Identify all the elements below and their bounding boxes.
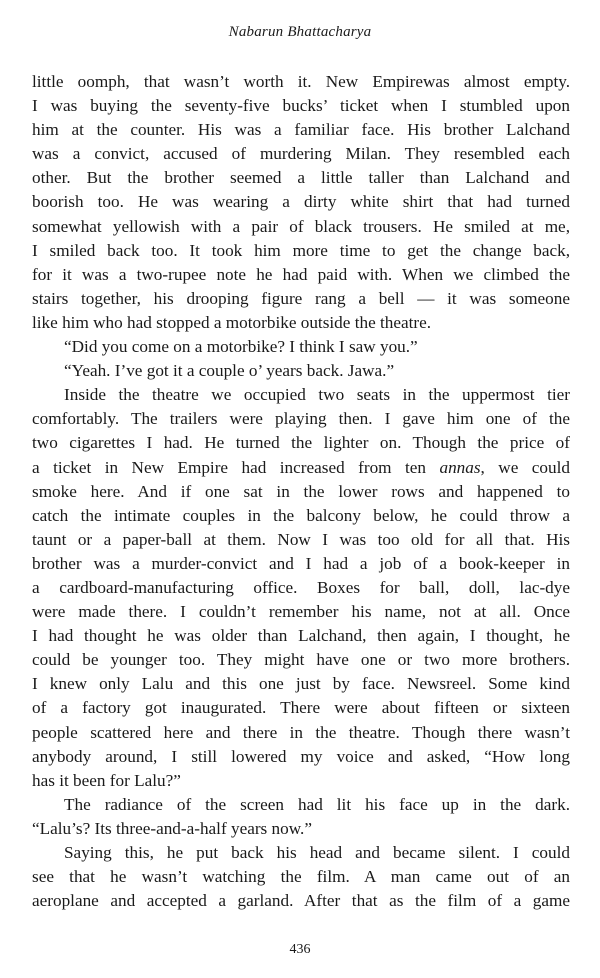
- body-text: [32, 70, 570, 913]
- text-run: , we could: [480, 457, 570, 477]
- text-line: comfortably. The trailers were playing then. I gave him one of the: [32, 409, 570, 429]
- text-line: other. But the brother seemed a little taller than Lalchand and: [32, 168, 570, 188]
- text-line: could be younger too. They might have one or two more brothers.: [32, 650, 570, 670]
- text-line: a cardboard-manufacturing office. Boxes for ball, doll, lac-dye: [32, 577, 570, 597]
- text-line: boorish too. He was wearing a dirty white shirt that had turned: [32, 192, 570, 212]
- italic-word: annas: [439, 457, 481, 477]
- text-line: see that he wasn’t watching the film. A man came out of an: [32, 867, 570, 887]
- text-line: Inside the theatre we occupied two seats in the uppermost tier: [64, 385, 570, 405]
- text-line: somewhat yellowish with a pair of black trousers. He smiled at me,: [32, 216, 570, 236]
- text-line: of a factory got inaugurated. There were about fifteen or sixteen: [32, 698, 570, 718]
- text-line: like him who had stopped a motorbike outside the theatre.: [32, 312, 432, 332]
- text-line: “Lalu’s? Its three-and-a-half years now.”: [32, 818, 312, 838]
- text-line: “Did you come on a motorbike? I think I saw you.”: [64, 337, 418, 357]
- text-line: stairs together, his drooping figure rang a bell — it was someone: [32, 288, 570, 308]
- text-line: has it been for Lalu?”: [32, 770, 181, 790]
- text-line: I smiled back too. It took him more time to get the change back,: [32, 240, 570, 260]
- text-line: The radiance of the screen had lit his face up in the dark.: [64, 794, 570, 814]
- text-line: taunt or a paper-ball at them. Now I was too old for all that. His: [32, 529, 570, 549]
- text-line: Saying this, he put back his head and became silent. I could: [64, 843, 570, 862]
- text-line: for it was a two-rupee note he had paid with. When we climbed the: [32, 264, 570, 284]
- text-line: I had thought he was older than Lalchand, then again, I thought, he: [32, 626, 570, 646]
- text-line: anybody around, I still lowered my voice and asked, “How long: [32, 746, 570, 766]
- text-line: him at the counter. His was a familiar face. His brother Lalchand: [32, 120, 570, 140]
- text-line: people scattered here and there in the theatre. Though there wasn’t: [32, 722, 570, 742]
- text-line: “Yeah. I’ve got it a couple o’ years back. Jawa.”: [64, 361, 395, 381]
- text-line: was a convict, accused of murdering Milan. They resembled each: [32, 144, 570, 164]
- text-line: were made there. I couldn’t remember his name, not at all. Once: [32, 602, 570, 622]
- text-line: [32, 456, 570, 480]
- text-line: brother was a murder-convict and I had a job of a book-keeper in: [32, 553, 570, 573]
- text-line: little oomph, that wasn’t worth it. New Empirewas almost empty.: [32, 72, 570, 91]
- page-number: 436: [289, 942, 311, 957]
- text-line: I knew only Lalu and this one just by face. Newsreel. Some kind: [32, 674, 570, 694]
- text-line: two cigarettes I had. He turned the lighter on. Though the price of: [32, 433, 570, 453]
- text-line: catch the intimate couples in the balcony below, he could throw a: [32, 505, 570, 525]
- text-line: I was buying the seventy-five bucks’ ticket when I stumbled upon: [32, 96, 570, 116]
- text-line: aeroplane and accepted a garland. After that as the film of a game: [32, 891, 570, 911]
- text-line: smoke here. And if one sat in the lower rows and happened to: [32, 481, 570, 501]
- running-head: Nabarun Bhattacharya: [228, 24, 372, 40]
- text-run: a ticket in New Empire had increased from ten: [32, 457, 440, 477]
